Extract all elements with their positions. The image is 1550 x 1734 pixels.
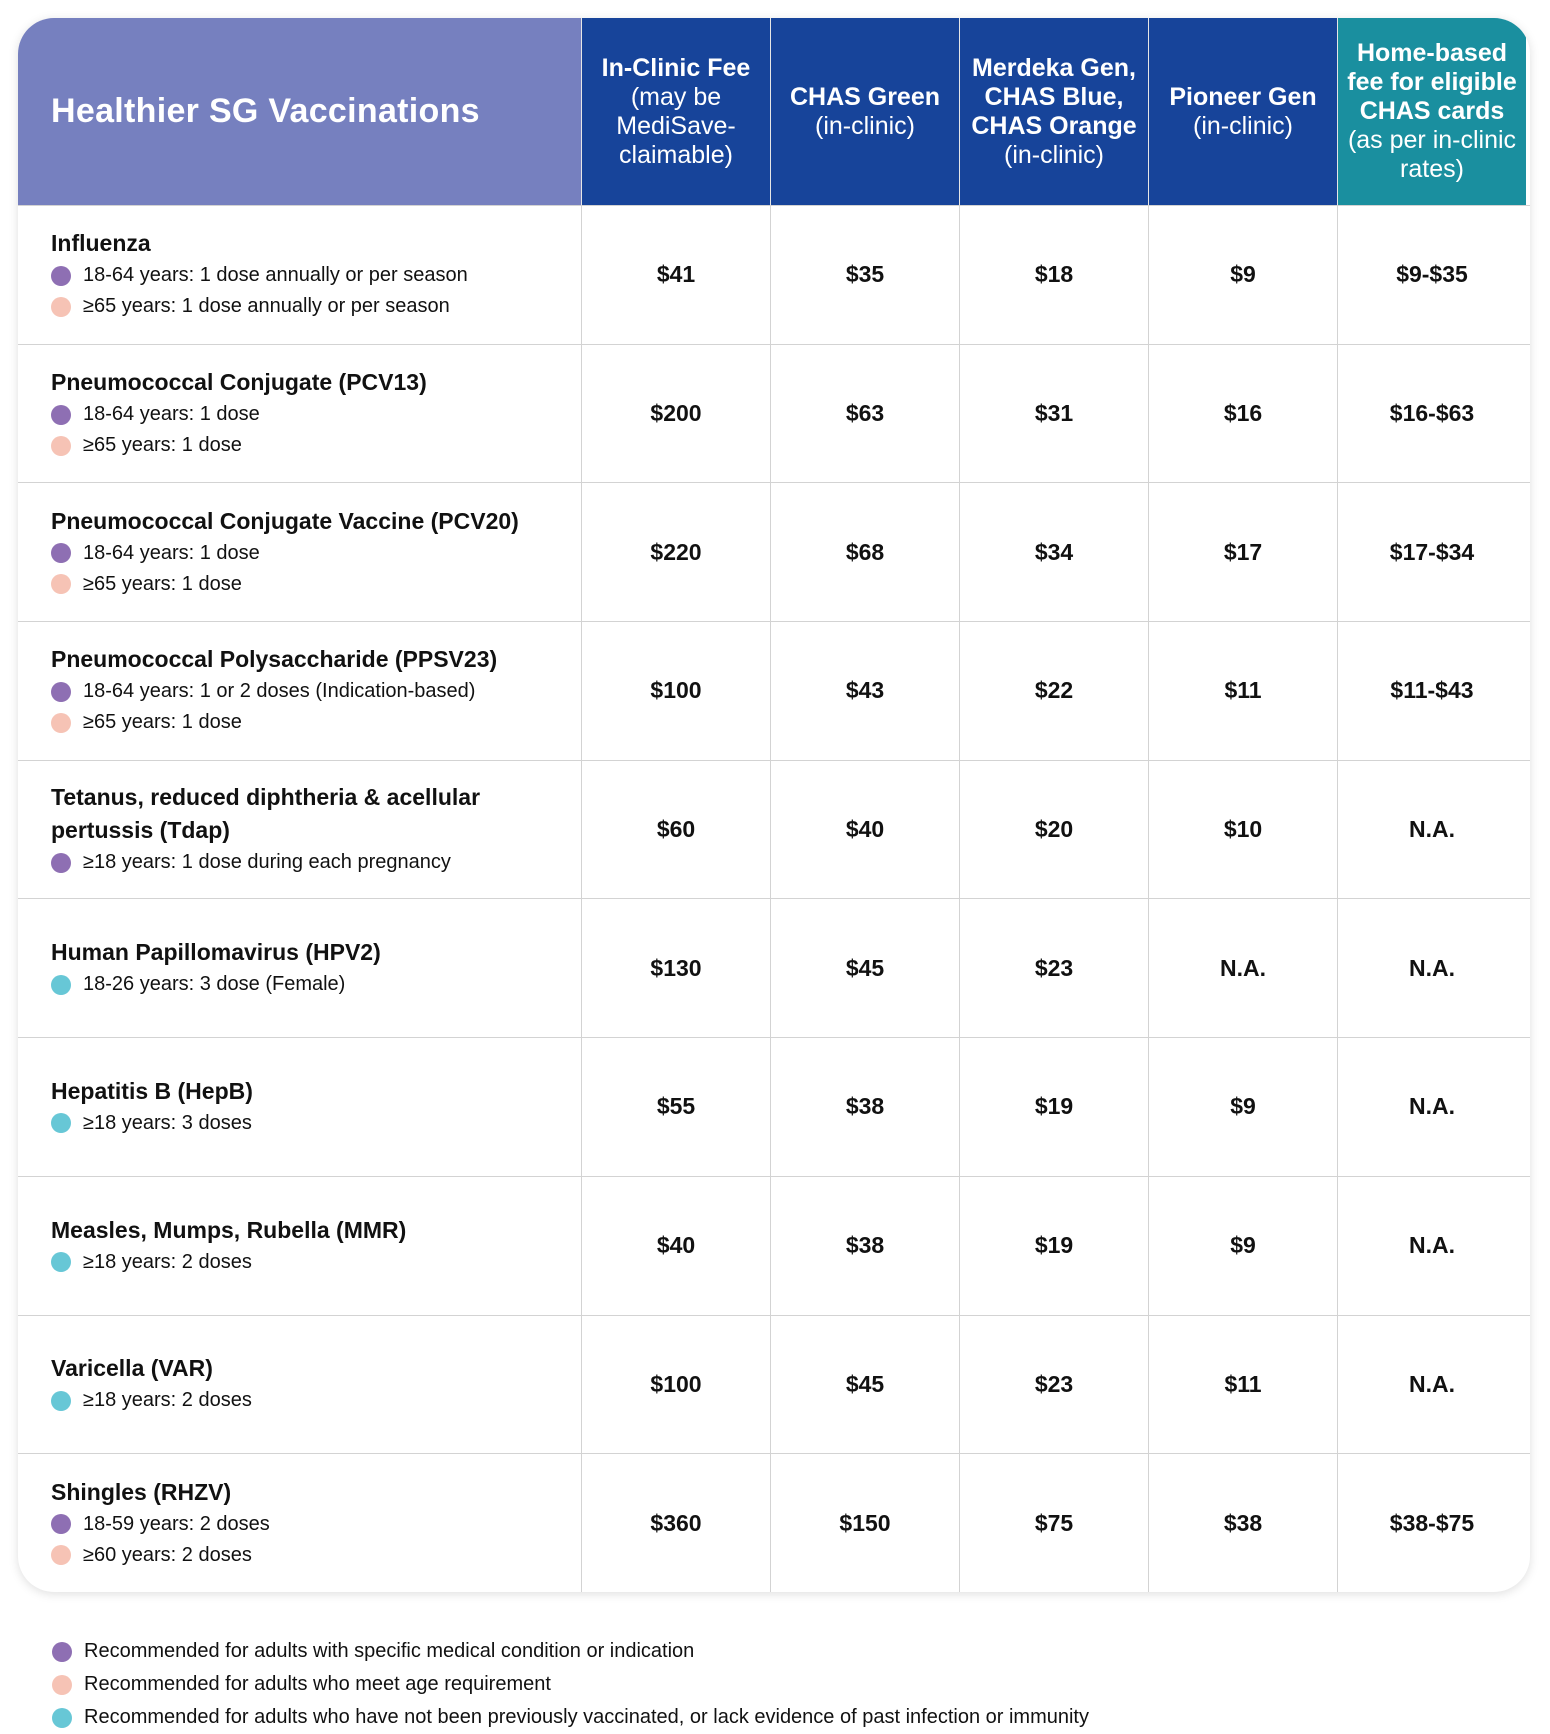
vaccine-name: Pneumococcal Conjugate (PCV13) bbox=[51, 369, 427, 396]
vaccine-name: Pneumococcal Conjugate Vaccine (PCV20) bbox=[51, 507, 519, 534]
purple-dot-icon bbox=[51, 1514, 71, 1534]
price-cell: $23 bbox=[959, 899, 1148, 1037]
legend-text: Recommended for adults with specific medical condition or indication bbox=[84, 1640, 695, 1662]
vaccine-name: Shingles (RHZV) bbox=[51, 1478, 232, 1505]
price-cell: $16-$63 bbox=[1337, 345, 1526, 483]
vaccine-cell bbox=[18, 483, 581, 621]
dosage-text: 18-64 years: 1 dose bbox=[83, 541, 260, 564]
column-header-note: (in-clinic) bbox=[1193, 111, 1293, 140]
pink-dot-icon bbox=[51, 436, 71, 456]
vaccine-cell bbox=[18, 899, 581, 1037]
teal-dot-icon bbox=[51, 1113, 71, 1133]
price-cell: $63 bbox=[770, 345, 959, 483]
pink-dot-icon bbox=[51, 713, 71, 733]
column-header-note: (may be MediSave-claimable) bbox=[616, 82, 736, 169]
price-cell: $20 bbox=[959, 761, 1148, 899]
price-cell: $34 bbox=[959, 483, 1148, 621]
dosage-line bbox=[51, 1108, 571, 1139]
vaccine-name: Varicella (VAR) bbox=[51, 1355, 213, 1382]
dosage-line bbox=[51, 569, 571, 600]
dosage-line bbox=[51, 430, 571, 461]
vaccine-cell bbox=[18, 1177, 581, 1315]
column-header-bold: Merdeka Gen, CHAS Blue, CHAS Orange bbox=[971, 53, 1137, 140]
column-header-home-based-fee bbox=[1337, 18, 1526, 205]
vaccine-cell bbox=[18, 1316, 581, 1454]
price-cell: $40 bbox=[581, 1177, 770, 1315]
teal-dot-icon bbox=[51, 975, 71, 995]
title-cell bbox=[18, 18, 581, 205]
legend-text: Recommended for adults who have not been previously vaccinated, or lack evidence of past infection or immunity bbox=[84, 1706, 1089, 1728]
vaccine-cell bbox=[18, 1454, 581, 1592]
vaccine-name: Tetanus, reduced diphtheria & acellular pertussis (Tdap) bbox=[51, 784, 481, 844]
vaccine-cell bbox=[18, 622, 581, 760]
column-header-note: (as per in-clinic rates) bbox=[1347, 126, 1517, 183]
table-row bbox=[18, 205, 1530, 344]
pink-dot-icon bbox=[51, 297, 71, 317]
price-cell: $9 bbox=[1148, 1038, 1337, 1176]
price-cell: $38 bbox=[770, 1038, 959, 1176]
pink-dot-icon bbox=[51, 574, 71, 594]
dosage-text: ≥18 years: 1 dose during each pregnancy bbox=[83, 851, 451, 874]
price-cell: $68 bbox=[770, 483, 959, 621]
price-cell: N.A. bbox=[1337, 1177, 1526, 1315]
price-cell: N.A. bbox=[1337, 761, 1526, 899]
price-cell: $11 bbox=[1148, 622, 1337, 760]
dosage-line bbox=[51, 847, 571, 878]
dosage-text: 18-26 years: 3 dose (Female) bbox=[83, 973, 346, 996]
price-cell: $9-$35 bbox=[1337, 206, 1526, 344]
table-title: Healthier SG Vaccinations bbox=[51, 92, 480, 130]
dosage-text: ≥65 years: 1 dose bbox=[83, 434, 242, 457]
price-cell: $35 bbox=[770, 206, 959, 344]
price-cell: $38 bbox=[770, 1177, 959, 1315]
price-cell: $17 bbox=[1148, 483, 1337, 621]
table-row bbox=[18, 621, 1530, 760]
price-cell: $11 bbox=[1148, 1316, 1337, 1454]
price-cell: $360 bbox=[581, 1454, 770, 1592]
dosage-line bbox=[51, 291, 571, 322]
vaccine-cell bbox=[18, 345, 581, 483]
price-cell: $60 bbox=[581, 761, 770, 899]
price-cell: $100 bbox=[581, 622, 770, 760]
price-cell: $220 bbox=[581, 483, 770, 621]
price-cell: N.A. bbox=[1337, 1038, 1526, 1176]
purple-dot-icon bbox=[51, 853, 71, 873]
vaccine-cell bbox=[18, 761, 581, 899]
column-header-bold: Home-based fee for eligible CHAS cards bbox=[1347, 39, 1517, 125]
vaccine-name: Measles, Mumps, Rubella (MMR) bbox=[51, 1216, 407, 1243]
purple-dot-icon bbox=[51, 543, 71, 563]
dosage-text: 18-59 years: 2 doses bbox=[83, 1512, 270, 1535]
price-cell: N.A. bbox=[1337, 1316, 1526, 1454]
column-header-bold: In-Clinic Fee bbox=[601, 53, 751, 82]
column-header-bold: Pioneer Gen bbox=[1169, 82, 1317, 111]
teal-dot-icon bbox=[51, 1252, 71, 1272]
price-cell: $17-$34 bbox=[1337, 483, 1526, 621]
column-header-bold: CHAS Green bbox=[789, 82, 941, 111]
price-cell: N.A. bbox=[1337, 899, 1526, 1037]
dosage-line bbox=[51, 260, 571, 291]
price-cell: $10 bbox=[1148, 761, 1337, 899]
vaccine-name: Hepatitis B (HepB) bbox=[51, 1077, 253, 1104]
column-header-note: (in-clinic) bbox=[1004, 140, 1104, 169]
price-cell: $22 bbox=[959, 622, 1148, 760]
dosage-text: ≥60 years: 2 doses bbox=[83, 1543, 252, 1566]
dosage-line bbox=[51, 1385, 571, 1416]
price-cell: $16 bbox=[1148, 345, 1337, 483]
dosage-line bbox=[51, 707, 571, 738]
dosage-line bbox=[51, 1509, 571, 1540]
table-row bbox=[18, 898, 1530, 1037]
vaccine-cell bbox=[18, 1038, 581, 1176]
price-cell: $150 bbox=[770, 1454, 959, 1592]
price-cell: $41 bbox=[581, 206, 770, 344]
column-header-merdeka-chas-blue-orange bbox=[959, 18, 1148, 205]
teal-dot-icon bbox=[51, 1391, 71, 1411]
price-cell: $100 bbox=[581, 1316, 770, 1454]
dosage-text: 18-64 years: 1 or 2 doses (Indication-based) bbox=[83, 680, 476, 703]
price-cell: $9 bbox=[1148, 1177, 1337, 1315]
price-cell: $45 bbox=[770, 1316, 959, 1454]
price-cell: $23 bbox=[959, 1316, 1148, 1454]
price-cell: $19 bbox=[959, 1177, 1148, 1315]
price-cell: $45 bbox=[770, 899, 959, 1037]
pink-dot-icon bbox=[51, 1545, 71, 1565]
purple-dot-icon bbox=[51, 682, 71, 702]
legend-item bbox=[52, 1635, 1089, 1668]
dosage-text: 18-64 years: 1 dose annually or per season bbox=[83, 264, 468, 287]
legend-item bbox=[52, 1701, 1089, 1734]
price-cell: $11-$43 bbox=[1337, 622, 1526, 760]
column-header-in-clinic-fee bbox=[581, 18, 770, 205]
price-cell: $19 bbox=[959, 1038, 1148, 1176]
dosage-text: ≥18 years: 3 doses bbox=[83, 1111, 252, 1134]
purple-dot-icon bbox=[52, 1642, 72, 1662]
vaccination-table bbox=[18, 18, 1530, 1592]
dosage-text: ≥18 years: 2 doses bbox=[83, 1250, 252, 1273]
pink-dot-icon bbox=[52, 1675, 72, 1695]
purple-dot-icon bbox=[51, 266, 71, 286]
table-header bbox=[18, 18, 1530, 205]
column-header-chas-green bbox=[770, 18, 959, 205]
dosage-line bbox=[51, 969, 571, 1000]
dosage-line bbox=[51, 676, 571, 707]
column-header-note: (in-clinic) bbox=[815, 111, 915, 140]
legend-item bbox=[52, 1668, 1089, 1701]
vaccine-name: Pneumococcal Polysaccharide (PPSV23) bbox=[51, 646, 498, 673]
price-cell: $200 bbox=[581, 345, 770, 483]
dosage-text: ≥65 years: 1 dose bbox=[83, 711, 242, 734]
vaccine-name: Influenza bbox=[51, 230, 151, 257]
price-cell: $55 bbox=[581, 1038, 770, 1176]
price-cell: $130 bbox=[581, 899, 770, 1037]
dosage-line bbox=[51, 399, 571, 430]
dosage-text: ≥65 years: 1 dose bbox=[83, 572, 242, 595]
table-row bbox=[18, 344, 1530, 483]
table-row bbox=[18, 482, 1530, 621]
price-cell: $9 bbox=[1148, 206, 1337, 344]
vaccine-cell bbox=[18, 206, 581, 344]
price-cell: $18 bbox=[959, 206, 1148, 344]
price-cell: $43 bbox=[770, 622, 959, 760]
dosage-text: ≥65 years: 1 dose annually or per season bbox=[83, 295, 450, 318]
purple-dot-icon bbox=[51, 405, 71, 425]
dosage-line bbox=[51, 538, 571, 569]
teal-dot-icon bbox=[52, 1708, 72, 1728]
price-cell: $38-$75 bbox=[1337, 1454, 1526, 1592]
price-cell: $75 bbox=[959, 1454, 1148, 1592]
dosage-line bbox=[51, 1247, 571, 1278]
table-row bbox=[18, 1315, 1530, 1454]
table-row bbox=[18, 1037, 1530, 1176]
vaccine-name: Human Papillomavirus (HPV2) bbox=[51, 939, 381, 966]
dosage-text: ≥18 years: 2 doses bbox=[83, 1389, 252, 1412]
table-row bbox=[18, 1453, 1530, 1592]
legend-text: Recommended for adults who meet age requirement bbox=[84, 1673, 551, 1695]
price-cell: N.A. bbox=[1148, 899, 1337, 1037]
dosage-line bbox=[51, 1540, 571, 1571]
price-cell: $38 bbox=[1148, 1454, 1337, 1592]
dosage-text: 18-64 years: 1 dose bbox=[83, 403, 260, 426]
price-cell: $40 bbox=[770, 761, 959, 899]
price-cell: $31 bbox=[959, 345, 1148, 483]
column-header-pioneer-gen bbox=[1148, 18, 1337, 205]
table-row bbox=[18, 1176, 1530, 1315]
table-row bbox=[18, 760, 1530, 899]
table-body bbox=[18, 205, 1530, 1592]
legend bbox=[52, 1635, 1089, 1734]
